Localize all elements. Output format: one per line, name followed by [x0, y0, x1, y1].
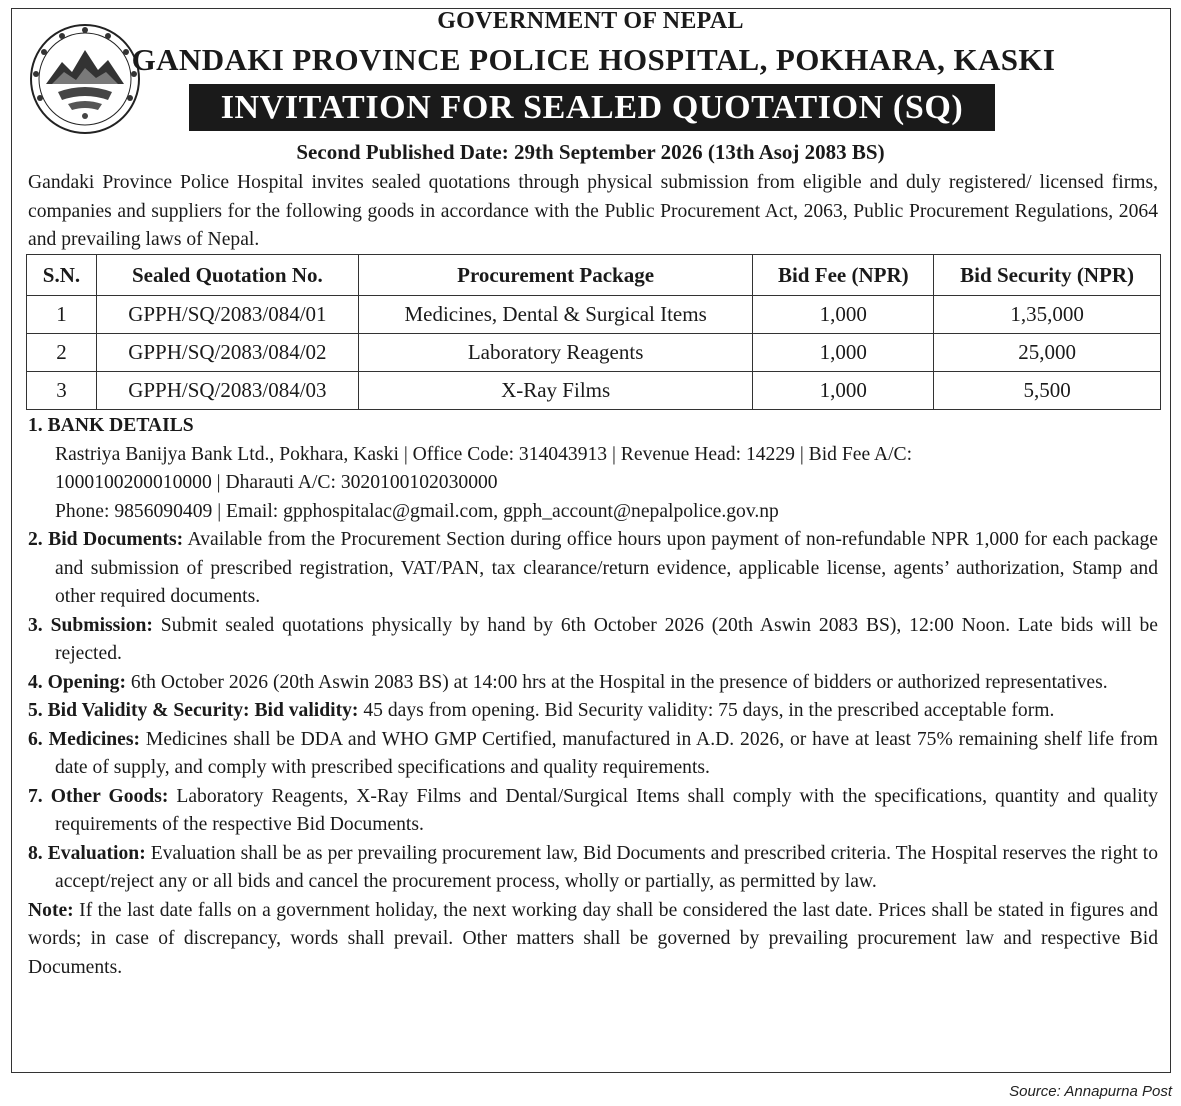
section-heading: Other Goods: — [50, 785, 169, 807]
bank-account-line: 1000100200010000 | Dharauti A/C: 3020100102030000 — [55, 472, 498, 493]
invitation-banner: INVITATION FOR SEALED QUOTATION (SQ) — [189, 84, 995, 131]
section-text: Available from the Procurement Section during office hours upon payment of non-refundable NPR 1,000 for each package and submission of prescribed registration, VAT/PAN, tax clearance/return evidence, applicable license, agents’ authorization, Stamp and other required documents. — [55, 529, 1158, 607]
cell-bid-security: 1,35,000 — [934, 296, 1161, 334]
section-bid-validity — [28, 697, 1158, 726]
cell-package: Laboratory Reagents — [358, 334, 753, 372]
section-number: 6. — [28, 728, 43, 750]
section-text: Submit sealed quotations physically by hand by 6th October 2026 (20th Aswin 2083 BS), 12:00 Noon. Late bids will be rejected. — [55, 614, 1158, 664]
section-number: 8. — [28, 842, 43, 864]
table-header-row — [27, 255, 1161, 296]
note-heading: Note: — [28, 899, 74, 921]
cell-sq-no: GPPH/SQ/2083/084/02 — [96, 334, 358, 372]
cell-sq-no: GPPH/SQ/2083/084/03 — [96, 372, 358, 410]
header-package: Procurement Package — [358, 255, 753, 296]
section-heading: Submission: — [50, 614, 153, 636]
published-date: Second Published Date: 29th September 2026 (13th Asoj 2083 BS) — [296, 140, 885, 164]
header-sq-no: Sealed Quotation No. — [96, 255, 358, 296]
hospital-name: GANDAKI PROVINCE POLICE HOSPITAL, POKHARA, KASKI — [131, 42, 1056, 77]
cell-package: Medicines, Dental & Surgical Items — [358, 296, 753, 334]
cell-sn: 1 — [27, 296, 97, 334]
section-number: 3. — [28, 614, 43, 636]
section-number: 5. — [28, 700, 43, 721]
note-text: If the last date falls on a government holiday, the next working day shall be considered the last date. Prices shall be stated in figures and words; in case of discrepancy, words shall prevail. Other matters shall be governed by prevailing procurement law and respective Bid Documents. — [28, 899, 1158, 978]
section-heading: Evaluation: — [47, 842, 146, 864]
cell-bid-fee: 1,000 — [753, 334, 934, 372]
section-bid-documents — [28, 526, 1158, 612]
bank-details-heading: 1. BANK DETAILS — [28, 415, 194, 436]
table-row — [27, 334, 1161, 372]
cell-sq-no: GPPH/SQ/2083/084/01 — [96, 296, 358, 334]
table-row — [27, 372, 1161, 410]
hospital-title — [0, 42, 1181, 78]
cell-bid-fee: 1,000 — [753, 372, 934, 410]
notice-sections — [28, 412, 1158, 982]
government-title: GOVERNMENT OF NEPAL — [437, 8, 744, 34]
cell-package: X-Ray Films — [358, 372, 753, 410]
section-heading: Medicines: — [48, 728, 141, 750]
source-credit: Source: Annapurna Post — [1009, 1083, 1172, 1100]
bank-details-section — [28, 412, 1158, 526]
section-opening — [28, 669, 1158, 698]
section-heading: Bid Documents: — [48, 529, 184, 550]
header-bid-fee: Bid Fee (NPR) — [753, 255, 934, 296]
table-row — [27, 296, 1161, 334]
cell-bid-security: 5,500 — [934, 372, 1161, 410]
note-paragraph — [28, 897, 1158, 983]
intro-paragraph: Gandaki Province Police Hospital invites sealed quotations through physical submission from eligible and duly registered/ licensed firms, companies and suppliers for the following goods in accordance with the Public Procurement Act, 2063, Public Procurement Regulations, 2064 and prevailing laws of Nepal. — [28, 172, 1158, 250]
section-other-goods — [28, 783, 1158, 840]
section-text: 45 days from opening. Bid Security validity: 75 days, in the prescribed acceptable form. — [358, 700, 1055, 721]
bank-contact-line: Phone: 9856090409 | Email: gpphospitalac@gmail.com, gpph_account@nepalpolice.gov.np — [55, 500, 779, 522]
section-heading: Bid Validity & Security: Bid validity: — [47, 700, 359, 721]
cell-bid-security: 25,000 — [934, 334, 1161, 372]
section-text: 6th October 2026 (20th Aswin 2083 BS) at 14:00 hrs at the Hospital in the presence of bidders or authorized representatives. — [126, 671, 1108, 693]
header-sn: S.N. — [27, 255, 97, 296]
section-number: 2. — [28, 529, 43, 550]
section-number: 7. — [28, 785, 43, 807]
cell-bid-fee: 1,000 — [753, 296, 934, 334]
section-text: Medicines shall be DDA and WHO GMP Certified, manufactured in A.D. 2026, or have at least 75% remaining shelf life from date of supply, and comply with prescribed specifications and quality requirements. — [55, 728, 1159, 778]
quotation-table — [26, 254, 1161, 410]
nepal-emblem-icon — [28, 22, 142, 136]
section-text: Laboratory Reagents, X-Ray Films and Dental/Surgical Items shall comply with the specifications, quantity and quality requirements of the respective Bid Documents. — [55, 785, 1158, 835]
cell-sn: 3 — [27, 372, 97, 410]
section-medicines — [28, 726, 1158, 783]
bank-details-line: Rastriya Banijya Bank Ltd., Pokhara, Kaski | Office Code: 314043913 | Revenue Head: 14229 | Bid Fee A/C: — [55, 443, 913, 465]
section-text: Evaluation shall be as per prevailing procurement law, Bid Documents and prescribed criteria. The Hospital reserves the right to accept/reject any or all bids and cancel the procurement process, wholly or partially, as permitted by law. — [55, 842, 1158, 892]
section-heading: Opening: — [47, 671, 127, 693]
header-bid-security: Bid Security (NPR) — [934, 255, 1161, 296]
section-number: 4. — [28, 671, 43, 693]
section-submission — [28, 612, 1158, 669]
cell-sn: 2 — [27, 334, 97, 372]
section-evaluation — [28, 840, 1158, 897]
